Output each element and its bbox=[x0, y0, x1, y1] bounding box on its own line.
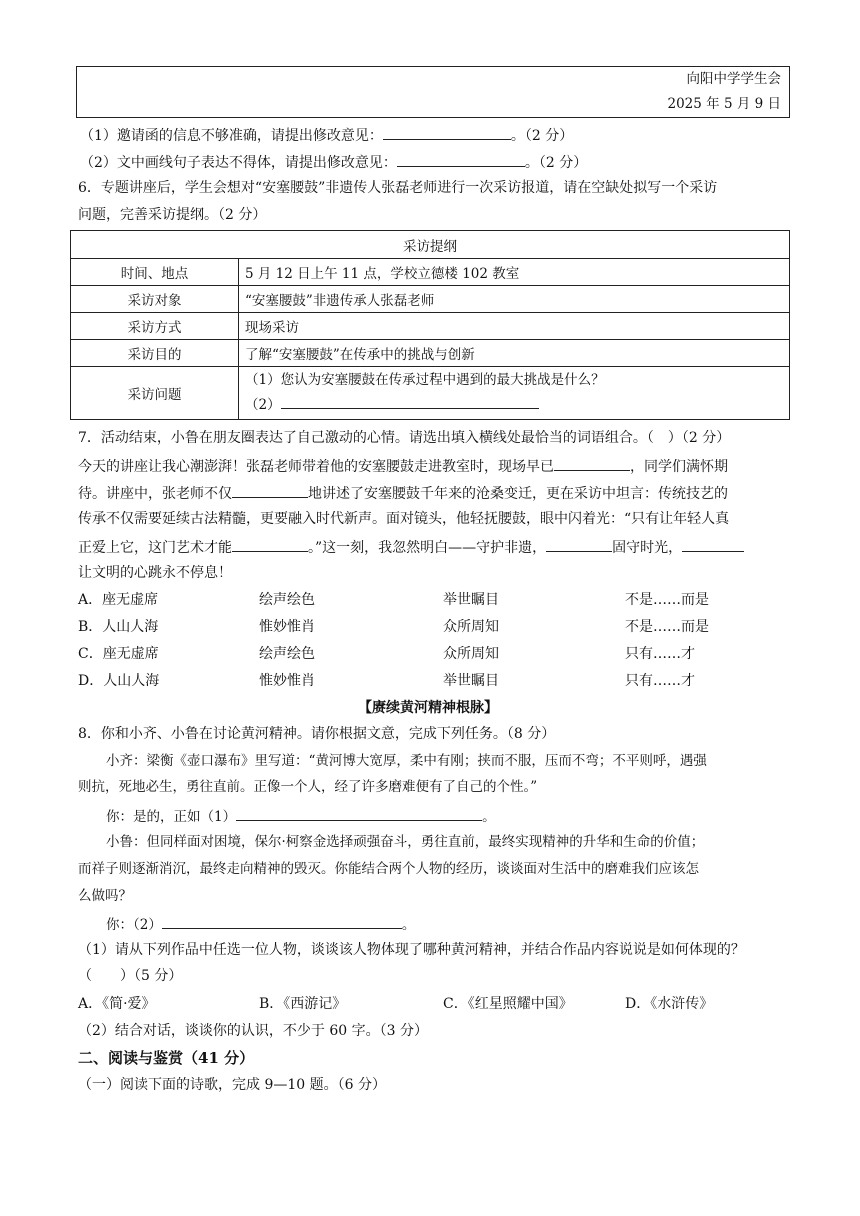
row-value: “安塞腰鼓”非遗传承人张磊老师 bbox=[239, 286, 790, 313]
option-c-word3: 众所周知 bbox=[443, 646, 499, 662]
dialogue-you-1: 你：是的，正如（1） 。 bbox=[106, 805, 496, 827]
option-b-word2: 惟妙惟肖 bbox=[259, 619, 315, 635]
passage-text: ，同学们满怀期 bbox=[630, 459, 728, 475]
table-row bbox=[71, 286, 790, 313]
option-a-word4: 不是……而是 bbox=[625, 592, 709, 608]
dialogue-you-2 bbox=[106, 913, 415, 935]
q8-sub1-line1: （1）请从下列作品中任选一位人物，谈谈该人物体现了哪种黄河精神，并结合作品内容说说是如何体现的？ bbox=[78, 942, 745, 958]
q7-passage-line4 bbox=[78, 536, 744, 558]
q5-sub2-text: （2）文中画线句子表达不得体，请提出修改意见： bbox=[80, 155, 397, 171]
row-value: 了解“安塞腰鼓”在传承中的挑战与创新 bbox=[239, 340, 790, 367]
q8-sub2: （2）结合对话，谈谈你的认识，不少于 60 字。（3 分） bbox=[78, 1023, 428, 1039]
table-row bbox=[71, 367, 790, 420]
q8-stem: 8．你和小齐、小鲁在讨论黄河精神。请你根据文意，完成下列任务。（8 分） bbox=[78, 726, 556, 742]
option-b-word4: 不是……而是 bbox=[625, 619, 709, 635]
answer-blank[interactable] bbox=[383, 124, 511, 140]
q5-sub1 bbox=[80, 124, 573, 146]
table-row bbox=[71, 340, 790, 367]
q7-stem: 7．活动结束，小鲁在朋友圈表达了自己激动的心情。请选出填入横线处最恰当的词语组合。（ ）（2 分） bbox=[78, 430, 731, 446]
dialogue-xiaolu-line2: 而祥子则逐渐消沉，最终走向精神的毁灭。你能结合两个人物的经历，谈谈面对生活中的磨难我们应该怎 bbox=[78, 861, 699, 877]
dialogue-xiaolu-line3: 么做吗？ bbox=[78, 888, 132, 904]
book-option-a[interactable]: A．《简·爱》 bbox=[78, 996, 156, 1012]
dialogue-xiaolu-line1: 小鲁：但同样面对困境，保尔·柯察金选择顽强奋斗，勇往直前，最终实现精神的升华和生命的价值； bbox=[106, 834, 705, 850]
answer-blank[interactable] bbox=[162, 913, 402, 929]
passage-text: 正爱上它，这门艺术才能 bbox=[78, 540, 232, 556]
q5-sub2 bbox=[80, 151, 587, 173]
part2-heading: 二、阅读与鉴赏（41 分） bbox=[78, 1049, 255, 1067]
option-a-word3: 举世瞩目 bbox=[443, 592, 499, 608]
q5-sub1-score: 。（2 分） bbox=[510, 128, 574, 144]
dialogue-xiaoqi-line2: 则抗，死地必生，勇往直前。正像一个人，经了许多磨难便有了自己的个性。” bbox=[78, 779, 538, 795]
interview-question-1: （1）您认为安塞腰鼓在传承过程中遇到的最大挑战是什么？ bbox=[245, 372, 605, 388]
letter-sender: 向阳中学学生会 bbox=[686, 71, 781, 87]
answer-blank[interactable] bbox=[236, 805, 482, 821]
book-option-c[interactable]: C．《红星照耀中国》 bbox=[443, 996, 573, 1012]
q5-sub1-text: （1）邀请函的信息不够准确，请提出修改意见： bbox=[80, 128, 383, 144]
option-c-word4: 只有……才 bbox=[625, 646, 695, 662]
option-d-word2: 惟妙惟肖 bbox=[259, 673, 315, 689]
option-c-word2: 绘声绘色 bbox=[259, 646, 315, 662]
answer-blank[interactable] bbox=[682, 536, 744, 552]
book-option-d[interactable]: D．《水浒传》 bbox=[625, 996, 714, 1012]
row-value: 现场采访 bbox=[239, 313, 790, 340]
passage-text: 。”这一刻，我忽然明白——守护非遗， bbox=[308, 540, 547, 556]
row-key: 采访问题 bbox=[71, 367, 239, 420]
q5-sub2-score: 。（2 分） bbox=[524, 155, 588, 171]
q6-stem-line1: 6．专题讲座后，学生会想对“安塞腰鼓”非遗传人张磊老师进行一次采访报道，请在空缺处拟写一个采访 bbox=[78, 180, 718, 196]
q7-passage-line2 bbox=[78, 482, 728, 504]
passage-text: 待。讲座中，张老师不仅 bbox=[78, 486, 232, 502]
option-d[interactable]: D．人山人海 bbox=[78, 673, 160, 689]
option-d-word4: 只有……才 bbox=[625, 673, 695, 689]
option-a[interactable]: A．座无虚席 bbox=[78, 592, 159, 608]
answer-blank[interactable] bbox=[232, 482, 308, 498]
option-b-word3: 众所周知 bbox=[443, 619, 499, 635]
dialogue-text: 你：（2） bbox=[106, 917, 162, 933]
part2-subheading: （一）阅读下面的诗歌，完成 9—10 题。（6 分） bbox=[78, 1077, 386, 1093]
letter-date: 2025 年 5 月 9 日 bbox=[667, 96, 781, 112]
section-heading: 【赓续黄河精神根脉】 bbox=[358, 700, 498, 716]
answer-blank[interactable] bbox=[397, 151, 525, 167]
table-row bbox=[71, 313, 790, 340]
option-b[interactable]: B．人山人海 bbox=[78, 619, 159, 635]
answer-blank[interactable] bbox=[232, 536, 308, 552]
passage-text: 地讲述了安塞腰鼓千年来的沧桑变迁，更在采访中坦言：传统技艺的 bbox=[308, 486, 728, 502]
row-value bbox=[239, 367, 790, 420]
interview-outline-table bbox=[70, 230, 790, 420]
passage-text: 今天的讲座让我心潮澎湃！张磊老师带着他的安塞腰鼓走进教室时，现场早已 bbox=[78, 459, 554, 475]
q6-stem-line2: 问题，完善采访提纲。（2 分） bbox=[78, 207, 267, 223]
q7-passage-line5: 让文明的心跳永不停息！ bbox=[78, 565, 232, 581]
answer-blank[interactable] bbox=[546, 536, 612, 552]
answer-blank[interactable] bbox=[554, 455, 630, 471]
table-row bbox=[71, 259, 790, 286]
q7-passage-line3: 传承不仅需要延续古法精髓，更要融入时代新声。面对镜头，他轻抚腰鼓，眼中闪着光：“只有让年轻人真 bbox=[78, 511, 730, 527]
row-key: 采访对象 bbox=[71, 286, 239, 313]
dialogue-text: 。 bbox=[401, 917, 416, 933]
table-title: 采访提纲 bbox=[71, 231, 790, 259]
option-c[interactable]: C．座无虚席 bbox=[78, 646, 159, 662]
q7-passage-line1 bbox=[78, 455, 728, 477]
question-2-label: （2） bbox=[245, 397, 281, 413]
book-option-b[interactable]: B．《西游记》 bbox=[259, 996, 347, 1012]
passage-text: 固守时光， bbox=[612, 540, 683, 556]
row-key: 采访方式 bbox=[71, 313, 239, 340]
interview-question-2 bbox=[245, 393, 783, 418]
answer-blank[interactable] bbox=[281, 393, 539, 409]
invitation-letter-box bbox=[76, 66, 790, 118]
option-d-word3: 举世瞩目 bbox=[443, 673, 499, 689]
row-value: 5 月 12 日上午 11 点，学校立德楼 102 教室 bbox=[239, 259, 790, 286]
dialogue-xiaoqi-line1: 小齐：梁衡《壶口瀑布》里写道：“黄河博大宽厚，柔中有刚；挟而不服，压而不弯；不平则呼，遇强 bbox=[106, 753, 707, 769]
q8-sub1-line2: （ ）（5 分） bbox=[78, 968, 183, 984]
row-key: 时间、地点 bbox=[71, 259, 239, 286]
row-key: 采访目的 bbox=[71, 340, 239, 367]
dialogue-text: 你：是的，正如（1） bbox=[106, 809, 237, 825]
option-a-word2: 绘声绘色 bbox=[259, 592, 315, 608]
